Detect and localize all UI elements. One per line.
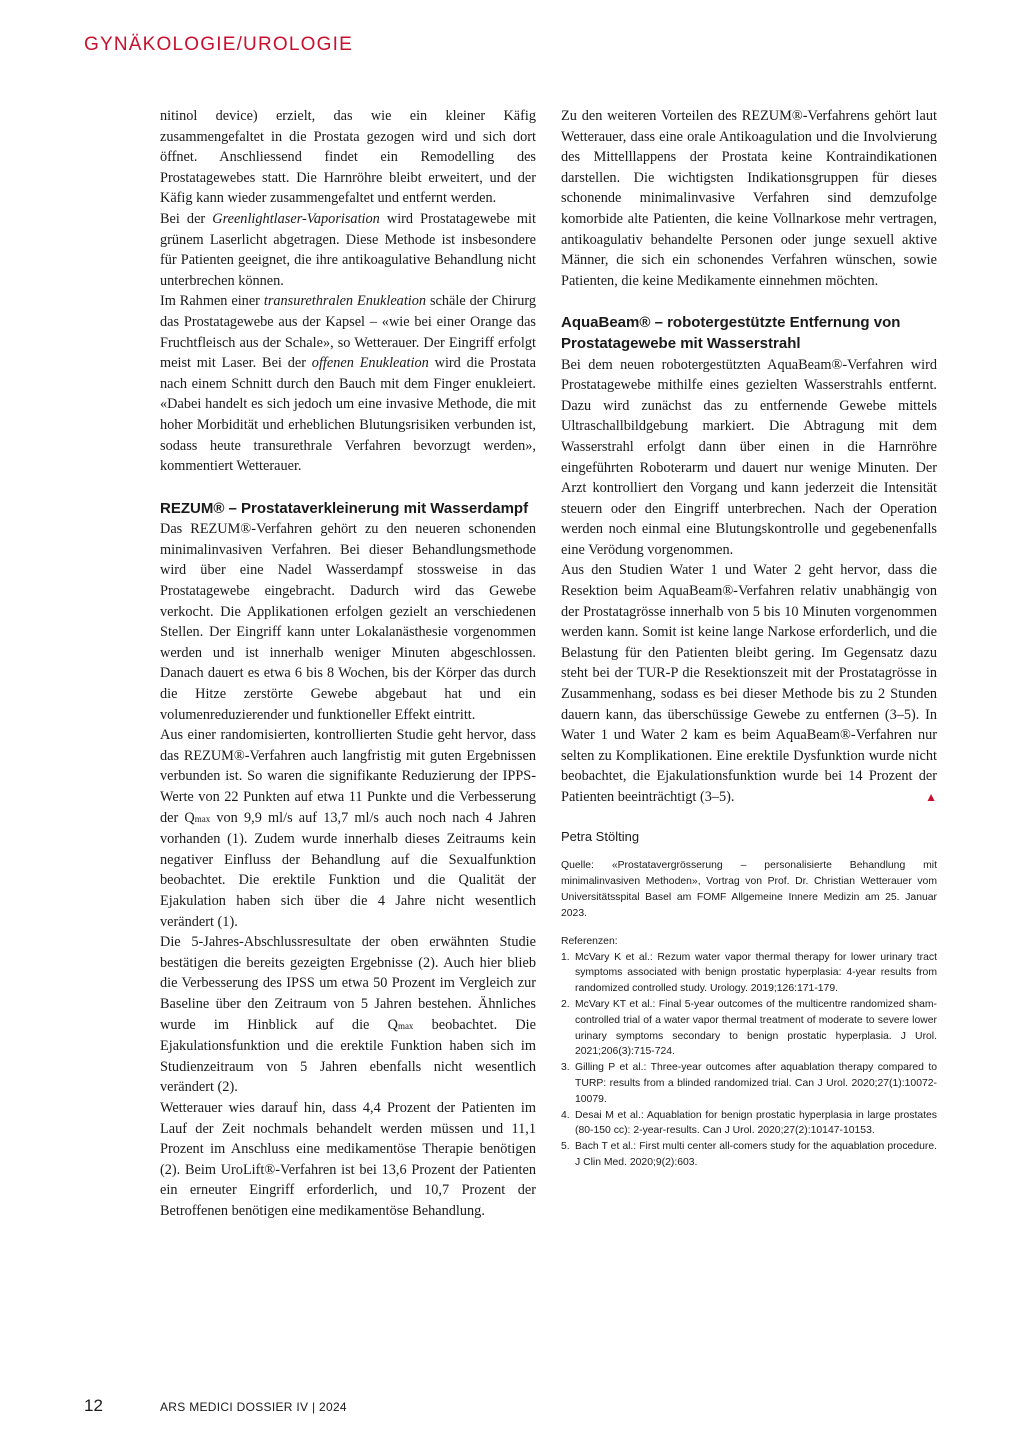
end-triangle-icon: ▲ xyxy=(925,790,937,804)
section-title: GYNÄKOLOGIE/UROLOGIE xyxy=(84,34,353,55)
paragraph: Bei der Greenlightlaser-Vaporisation wird Prostatagewebe mit grünem Laserlicht abgetragen. Diese Methode ist insbesondere für Patienten geeignet, die ihre antikoagulative Behandlung nicht unterbrechen können. xyxy=(160,210,536,289)
paragraph: Aus den Studien Water 1 und Water 2 geht hervor, dass die Resektion beim AquaBeam®-Verfahren relativ unabhängig von der Prostatagrösse innerhalb von 5 bis 10 Minuten vorgenommen werden kann. Somit ist keine lange Narkose erforderlich, und die Belastung für den Patienten bleibt gering. Im Gegensatz dazu steht bei der TUR-P die Resektionszeit mit der Prostatagrösse in Zusammenhang, sodass es bei dieser Methode bis zu 2 Stunden dauern kann, das überschüssige Gewebe zu entfernen (3–5). In Water 1 und Water 2 kam es beim AquaBeam®-Verfahren nur selten zu Komplikationen. Eine erektile Dysfunktion wurde nicht beobachtet, die Ejakulationsfunktion wurde bei 14 Prozent der Patienten beeinträchtigt (3–5). ▲ xyxy=(561,560,937,807)
reference-item: 1. McVary K et al.: Rezum water vapor thermal therapy for lower urinary tract symptoms associated with benign prostatic hyperplasia: 4-year results from randomized controlled study. Urology. 2019;126:171-179. xyxy=(561,951,937,995)
reference-item: 4. Desai M et al.: Aquablation for benign prostatic hyperplasia in large prostates (80-150 cc): 2-year-results. Can J Urol. 2020;27(2):10147-10153. xyxy=(561,1109,937,1137)
source-note: Quelle: «Prostatavergrösserung – personalisierte Behandlung mit minimalinvasiven Methoden», Vortrag von Prof. Dr. Christian Wetterauer vom Universitätsspital Basel am FOMF Allgemeine Innere Medizin am 25. Januar 2023. xyxy=(561,859,937,919)
subheading-aquabeam: AquaBeam® – robotergestützte Entfernung von Prostatagewebe mit Wasserstrahl xyxy=(561,314,901,352)
right-column xyxy=(561,106,937,1171)
references-list xyxy=(561,950,937,1171)
subheading-rezum: REZUM® – Prostataverkleinerung mit Wasserdampf xyxy=(160,499,529,517)
paragraph: Aus einer randomisierten, kontrollierten Studie geht hervor, dass das REZUM®-Verfahren auch langfristig mit guten Ergebnissen verbunden ist. So waren die signifikante Reduzierung der IPPS-Werte von 22 Punkten auf etwa 11 Punkte und die Verbesserung der Qmax von 9,9 ml/s auf 13,7 ml/s auch noch nach 4 Jahren vorhanden (1). Zudem wurde innerhalb dieses Zeitraums kein negativer Einfluss der Behandlung auf die Sexualfunktion beobachtet. Die erektile Funktion und die Qualität der Ejakulation haben sich über die 4 Jahre nicht wesentlich verändert (1). xyxy=(160,727,536,930)
paragraph: Wetterauer wies darauf hin, dass 4,4 Prozent der Patienten im Lauf der Zeit nochmals behandelt werden müssen und 11,1 Prozent im Anschluss eine medikamentöse Therapie benötigen (2). Beim UroLift®-Verfahren ist bei 13,6 Prozent der Patienten ein erneuter Eingriff erforderlich, und 10,7 Prozent der Betroffenen benötigen eine medikamentöse Behandlung. xyxy=(160,1099,536,1219)
left-column xyxy=(160,106,536,1221)
emphasis: offenen Enukleation xyxy=(311,355,429,372)
paragraph: Bei dem neuen robotergestützten AquaBeam®-Verfahren wird Prostatagewebe mithilfe eines gezielten Wasserstrahls entfernt. Dazu wird zunächst das zu entfernende Gewebe mittels Ultraschallbildgebung markiert. Die Abtragung mit dem Wasserstrahl erfolgt dann über einen in die Harnröhre eingeführten Roboterarm und dauert nur wenige Minuten. Der Arzt kontrolliert den Vorgang und kann jederzeit die Intensität steuern oder den Eingriff unterbrechen. Nach der Operation werden noch einmal eine Blutungskontrolle und gegebenenfalls eine Verödung vorgenommen. xyxy=(561,356,937,558)
paragraph: Das REZUM®-Verfahren gehört zu den neueren schonenden minimalinvasiven Verfahren. Bei dieser Behandlungsmethode wird über eine Nadel Wasserdampf stossweise in das Prostatagewebe eingebracht. Dadurch wird das Gewebe verkocht. Die Applikationen erfolgen gezielt an verschiedenen Stellen. Der Eingriff kann unter Lokalanästhesie vorgenommen werden und ist innerhalb weniger Minuten abgeschlossen. Danach dauert es etwa 6 bis 8 Wochen, bis der Körper das durch die Hitze zerstörte Gewebe abgebaut hat und ein volumenreduzierender und funktioneller Effekt eintritt. xyxy=(160,521,536,723)
paragraph: Zu den weiteren Vorteilen des REZUM®-Verfahrens gehört laut Wetterauer, dass eine orale Antikoagulation und die Involvierung des Mittelllappens der Prostata keine Kontraindikationen darstellen. Die wichtigsten Indikationsgruppen für dieses schonende minimalinvasive Verfahren sind demzufolge komorbide alte Patienten, die keine Vollnarkose mehr vertragen, antikoagulativ behandelte Personen oder junge sexuell aktive Männer, die sich ein schonendes Verfahren wünschen, sowie Patienten, die keine Medikamente einnehmen möchten. xyxy=(561,108,937,289)
reference-item: 2. McVary KT et al.: Final 5-year outcomes of the multicentre randomized sham-controlled trial of a water vapor thermal treatment of moderate to severe lower urinary symptoms secondary to benign prostatic hyperplasia. J Urol. 2021;206(3):715-724. xyxy=(561,998,937,1058)
paragraph: Die 5-Jahres-Abschlussresultate der oben erwähnten Studie bestätigen die bereits gezeigten Ergebnisse (2). Auch hier blieb die Verbesserung des IPSS um etwa 50 Prozent im Vergleich zur Baseline über den Zeitraum von 5 Jahren bestehen. Ähnliches wurde im Hinblick auf die Qmax beobachtet. Die Ejakulationsfunktion und die erektile Funktion haben sich im Studienzeitraum von 5 Jahren ebenfalls nicht wesentlich verändert (2). xyxy=(160,934,536,1096)
paragraph: Im Rahmen einer transurethralen Enukleation schäle der Chirurg das Prostatagewebe aus der Kapsel – «wie bei einer Orange das Fruchtfleisch aus der Schale», so Wetterauer. Der Eingriff erfolgt meist mit Laser. Bei der offenen Enukleation wird die Prostata nach einem Schnitt durch den Bauch mit dem Finger enukleiert. «Dabei handelt es sich jedoch um eine invasive Methode, die mit hoher Morbidität und erheblichen Blutungsrisiken verbunden ist, sodass heute transurethrale Verfahren bevorzugt werden», kommentiert Wetterauer. xyxy=(160,293,536,475)
reference-item: 3. Gilling P et al.: Three-year outcomes after aquablation therapy compared to TURP: results from a blinded randomized trial. Can J Urol. 2020;27(1):10072-10079. xyxy=(561,1062,937,1105)
author: Petra Stölting xyxy=(561,828,640,844)
emphasis: Greenlightlaser-Vaporisation xyxy=(212,210,380,227)
reference-item: 5. Bach T et al.: First multi center all-comers study for the aquablation procedure. J Clin Med. 2020;9(2):603. xyxy=(561,1141,937,1168)
references-title: Referenzen: xyxy=(561,935,618,947)
paragraph: nitinol device) erzielt, das wie ein kleiner Käfig zusammengefaltet in die Prostata gezogen wird und sich dort öffnet. Anschliessend findet ein Remodelling des Prostatagewebes statt. Die Harnröhre bleibt erweitert, und der Käfig kann wieder zusammengefaltet und entfernt werden. xyxy=(160,108,536,207)
page-footer xyxy=(84,1396,347,1416)
page-number: 12 xyxy=(84,1396,103,1415)
emphasis: transurethralen Enukleation xyxy=(263,293,427,310)
journal-name: ARS MEDICI DOSSIER IV | 2024 xyxy=(160,1400,347,1414)
